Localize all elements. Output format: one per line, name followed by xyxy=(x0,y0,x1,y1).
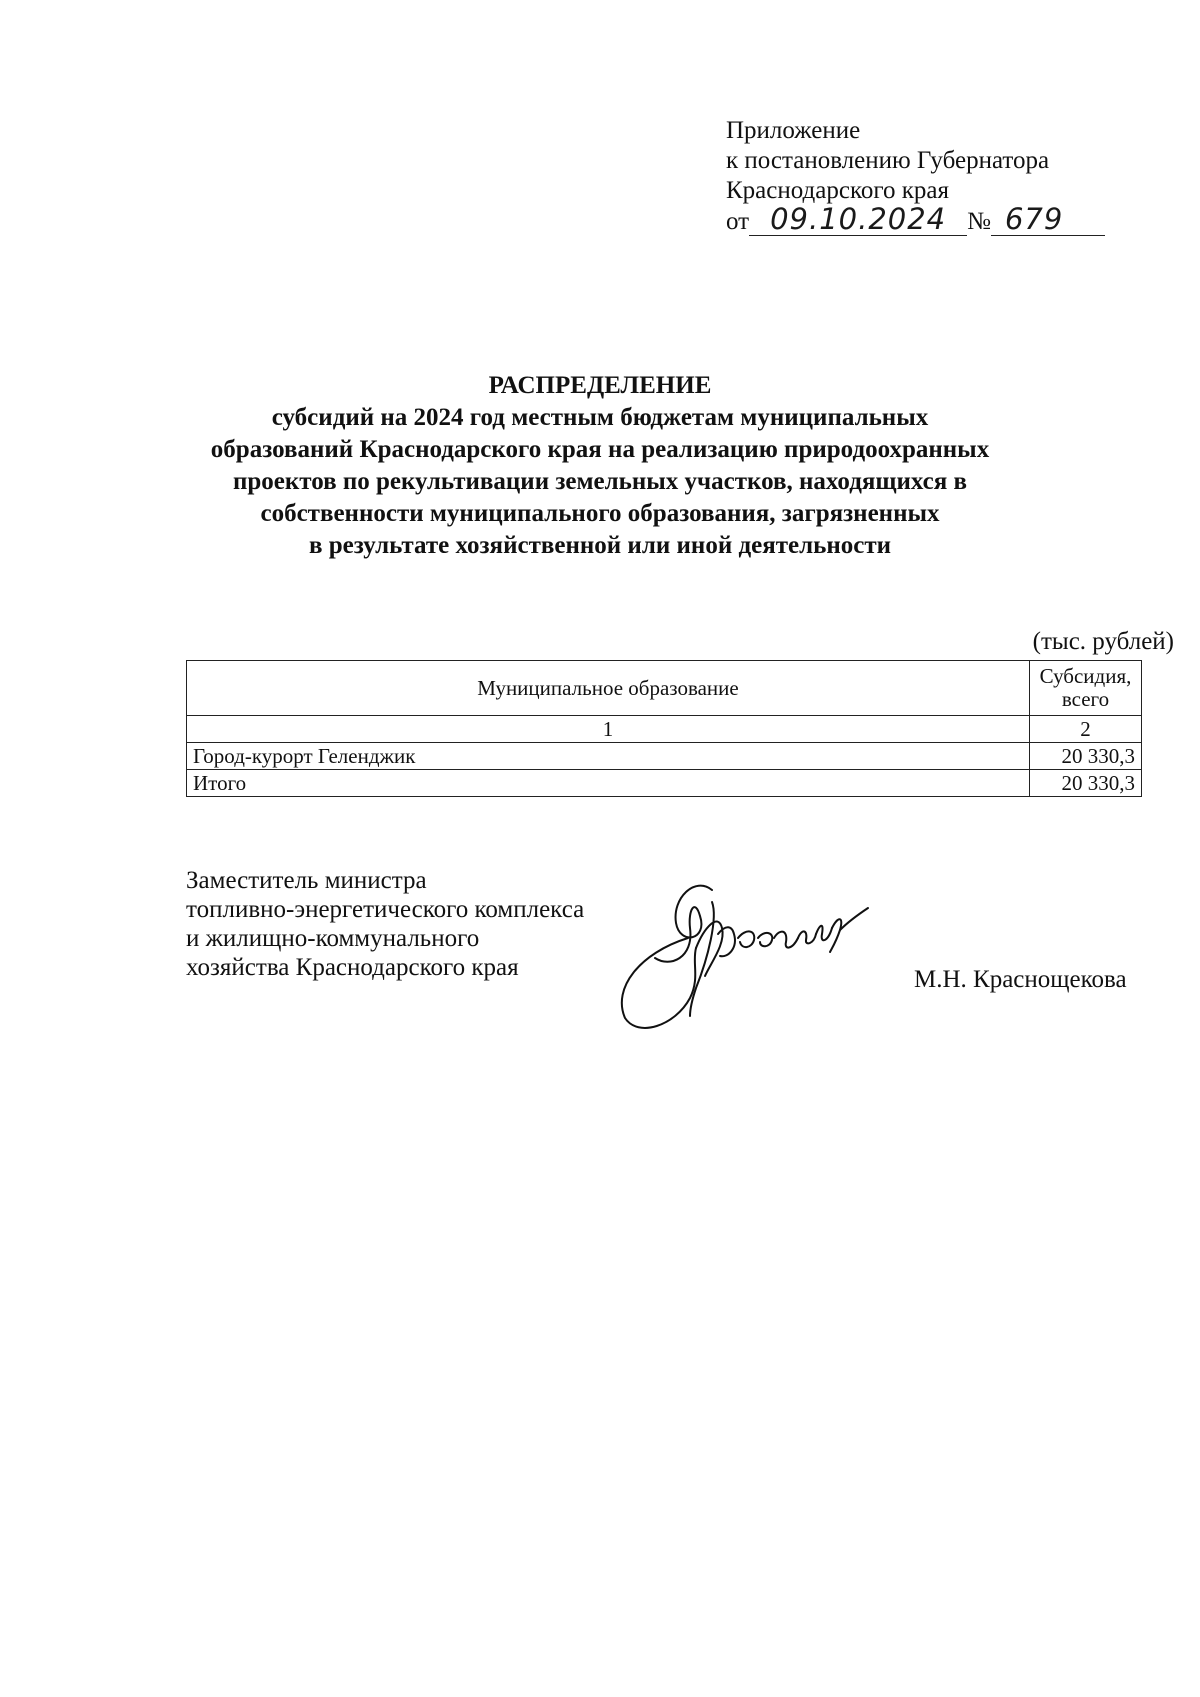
title-line-1: субсидий на 2024 год местным бюджетам муниципальных xyxy=(271,404,929,431)
number-value: 679 xyxy=(1004,202,1064,236)
appendix-block xyxy=(726,116,1105,237)
signer-position-line-1: Заместитель министра xyxy=(186,867,427,894)
signer-position-line-3: и жилищно-коммунального xyxy=(186,925,480,952)
header-municipality: Муниципальное образование xyxy=(187,661,1030,716)
table-row xyxy=(187,743,1142,770)
number-prefix: № xyxy=(967,208,991,235)
header-subsidy xyxy=(1030,661,1142,716)
date-prefix: от xyxy=(726,208,750,235)
title-line-4: собственности муниципального образования, загрязненных xyxy=(260,500,940,527)
signer-position-line-2: топливно-энергетического комплекса xyxy=(186,896,585,923)
total-label: Итого xyxy=(187,770,1030,797)
date-value: 09.10.2024 xyxy=(770,202,947,236)
total-subsidy: 20 330,3 xyxy=(1030,770,1142,797)
signature-icon xyxy=(600,868,880,1038)
table-header-row xyxy=(187,661,1142,716)
number-field xyxy=(991,202,1105,236)
header-subsidy-line-1: Субсидия, xyxy=(1039,664,1132,688)
header-subsidy-line-2: всего xyxy=(1061,687,1110,711)
units-label: (тыс. рублей) xyxy=(1032,628,1174,655)
appendix-line-1: Приложение xyxy=(726,117,861,144)
signer-name: М.Н. Краснощекова xyxy=(914,966,1127,993)
document-title xyxy=(150,370,1050,562)
table-row-total xyxy=(187,770,1142,797)
title-heading: РАСПРЕДЕЛЕНИЕ xyxy=(488,372,712,399)
appendix-date-line xyxy=(726,202,1105,237)
date-field xyxy=(749,202,967,236)
appendix-line-3: Краснодарского края xyxy=(726,177,949,204)
title-line-5: в результате хозяйственной или иной деятельности xyxy=(308,532,892,559)
distribution-table xyxy=(186,660,1142,797)
column-number-1: 1 xyxy=(187,716,1030,743)
signer-position xyxy=(186,866,584,982)
column-number-2: 2 xyxy=(1030,716,1142,743)
appendix-line-2: к постановлению Губернатора xyxy=(726,147,1050,174)
row-subsidy: 20 330,3 xyxy=(1030,743,1142,770)
row-municipality: Город-курорт Геленджик xyxy=(187,743,1030,770)
column-number-row xyxy=(187,716,1142,743)
signer-position-line-4: хозяйства Краснодарского края xyxy=(186,954,519,981)
title-line-2: образований Краснодарского края на реализацию природоохранных xyxy=(210,436,990,463)
title-line-3: проектов по рекультивации земельных участков, находящихся в xyxy=(232,468,968,495)
